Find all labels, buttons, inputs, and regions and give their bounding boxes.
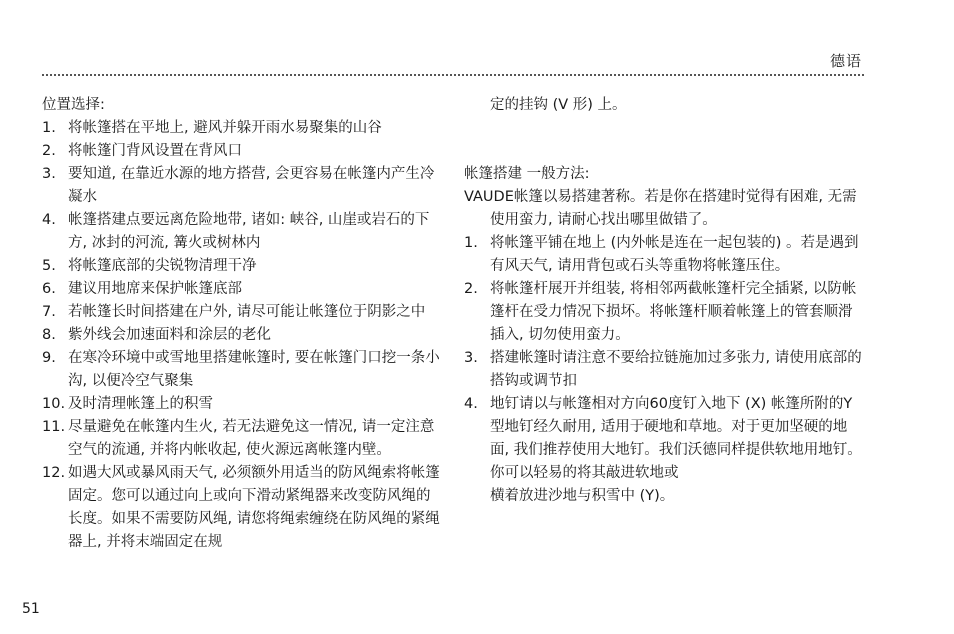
- item-number: 1.: [42, 120, 56, 136]
- item-text: 将帐篷底部的尖锐物清理干净: [68, 258, 257, 274]
- item-text: 如遇大风或暴风雨天气, 必须额外用适当的防风绳索将帐篷固定。您可以通过向上或向下滑动紧绳器来改变防风绳的长度。如果不需要防风绳, 请您将绳索缠绕在防风绳的紧绳器上, 并将末端固定在规: [68, 465, 440, 550]
- list-item: [464, 232, 864, 278]
- closing-text: 横着放进沙地与积雪中 (Y)。: [490, 488, 675, 504]
- list-item: [42, 301, 442, 324]
- item-text: 在寒冷环境中或雪地里搭建帐篷时, 要在帐篷门口挖一条小沟, 以便冷空气聚集: [68, 350, 440, 389]
- item-text: 尽量避免在帐篷内生火, 若无法避免这一情况, 请一定注意空气的流通, 并将内帐收起, 使火源远离帐篷内壁。: [68, 419, 435, 458]
- item-number: 7.: [42, 304, 56, 320]
- right-column: [464, 94, 864, 508]
- item-text: 将帐篷平铺在地上 (内外帐是连在一起包装的) 。若是遇到有风天气, 请用背包或石头等重物将帐篷压住。: [490, 235, 859, 274]
- list-item: [42, 209, 442, 255]
- item-number: 10.: [42, 396, 66, 412]
- list-item: [42, 416, 442, 462]
- item-text: 帐篷搭建点要远离危险地带, 诸如: 峡谷, 山崖或岩石的下方, 冰封的河流, 篝火或树林内: [68, 212, 430, 251]
- left-column: [42, 94, 442, 554]
- list-item: [42, 255, 442, 278]
- list-item: [42, 278, 442, 301]
- item-text: 将帐篷搭在平地上, 避风并躲开雨水易聚集的山谷: [68, 120, 382, 136]
- header-divider: [42, 74, 864, 76]
- setup-list: [464, 232, 864, 485]
- item-number: 9.: [42, 350, 56, 366]
- spacer: [464, 117, 864, 163]
- section-heading-setup: 帐篷搭建 一般方法:: [464, 166, 590, 182]
- list-item: [42, 163, 442, 209]
- list-item: [464, 347, 864, 393]
- list-item: [42, 117, 442, 140]
- list-item: [42, 140, 442, 163]
- item-number: 4.: [42, 212, 56, 228]
- item-text: 及时清理帐篷上的积雪: [68, 396, 213, 412]
- item-number: 3.: [42, 166, 56, 182]
- item-number: 3.: [464, 350, 478, 366]
- section-heading-location: 位置选择:: [42, 97, 105, 113]
- list-item: [42, 462, 442, 554]
- list-item: [42, 393, 442, 416]
- item-text: 建议用地席来保护帐篷底部: [68, 281, 242, 297]
- item-text: 紫外线会加速面料和涂层的老化: [68, 327, 271, 343]
- item-text: 地钉请以与帐篷相对方向60度钉入地下 (X) 帐篷所附的Y型地钉经久耐用, 适用于硬地和草地。对于更加坚硬的地面, 我们推荐使用大地钉。我们沃德同样提供软地用地钉。你可以轻易的将其敲进软地或: [490, 396, 862, 481]
- list-item: [42, 347, 442, 393]
- item-text: 搭建帐篷时请注意不要给拉链施加过多张力, 请使用底部的搭钩或调节扣: [490, 350, 862, 389]
- item-text: 若帐篷长时间搭建在户外, 请尽可能让帐篷位于阴影之中: [68, 304, 426, 320]
- item-number: 4.: [464, 396, 478, 412]
- item-text: 要知道, 在靠近水源的地方搭营, 会更容易在帐篷内产生冷凝水: [68, 166, 435, 205]
- list-item: [464, 278, 864, 347]
- intro-paragraph: VAUDE帐篷以易搭建著称。若是你在搭建时觉得有困难, 无需使用蛮力, 请耐心找出哪里做错了。: [464, 189, 857, 228]
- list-item: [42, 324, 442, 347]
- language-label: 德语: [829, 52, 862, 70]
- item-number: 1.: [464, 235, 478, 251]
- item-number: 12.: [42, 465, 66, 481]
- item-number: 5.: [42, 258, 56, 274]
- item-text: 将帐篷杆展开并组装, 将相邻两截帐篷杆完全插紧, 以防帐篷杆在受力情况下损坏。将帐篷杆顺着帐篷上的管套顺滑插入, 切勿使用蛮力。: [490, 281, 857, 343]
- continuation-text: 定的挂钩 (V 形) 上。: [490, 97, 627, 113]
- list-item: [464, 393, 864, 485]
- item-text: 将帐篷门背风设置在背风口: [68, 143, 242, 159]
- item-number: 11.: [42, 419, 66, 435]
- item-number: 2.: [464, 281, 478, 297]
- item-number: 6.: [42, 281, 56, 297]
- item-number: 2.: [42, 143, 56, 159]
- location-list: [42, 117, 442, 554]
- item-number: 8.: [42, 327, 56, 343]
- page-number: 51: [22, 601, 40, 617]
